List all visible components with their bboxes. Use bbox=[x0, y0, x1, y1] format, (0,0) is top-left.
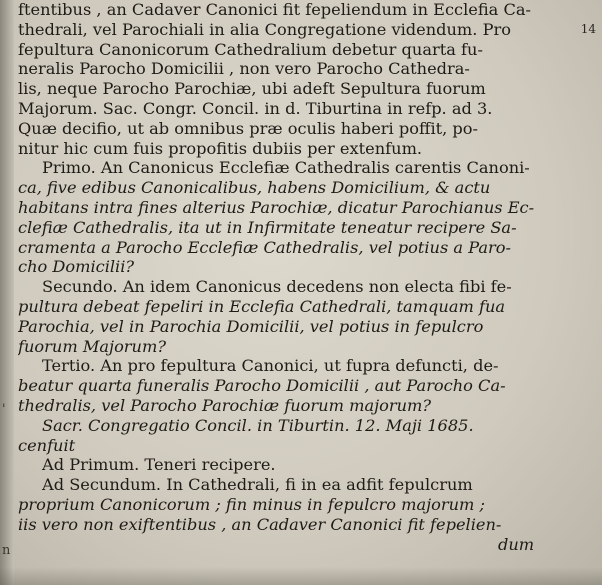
text-line: thedralis, vel Parocho Parochiæ fuorum majorum? bbox=[18, 395, 432, 415]
text-line: Quæ decifio, ut ab omnibus præ oculis haberi poffit, po- bbox=[18, 118, 478, 138]
margin-mark: n bbox=[2, 543, 11, 558]
text-line: Sacr. Congregatio Concil. in Tiburtin. 12. Maji 1685. bbox=[42, 415, 474, 435]
page-shadow bbox=[0, 567, 602, 585]
text-line: habitans intra fines alterius Parochiæ, dicatur Parochianus Ec- bbox=[18, 197, 535, 217]
margin-mark: ' bbox=[2, 402, 6, 417]
text-line: beatur quarta funeralis Parocho Domicilii , aut Parocho Ca- bbox=[18, 376, 506, 396]
text-line: Secundo. An idem Canonicus decedens non electa fibi fe- bbox=[42, 277, 512, 297]
text-line: ca, five edibus Canonicalibus, habens Domicilium, & actu bbox=[18, 178, 491, 198]
text-line: Ad Secundum. In Cathedrali, fi in ea adfit fepulcrum bbox=[42, 475, 473, 495]
text-line: dum bbox=[498, 534, 535, 554]
text-line: cho Domicilii? bbox=[18, 257, 135, 277]
text-line: Parochia, vel in Parochia Domicilii, vel potius in fepulcro bbox=[18, 316, 484, 336]
page-number: 14 bbox=[580, 22, 596, 36]
text-line: ftentibus , an Cadaver Canonici fit fepeliendum in Ecclefia Ca- bbox=[18, 0, 531, 19]
text-line: iis vero non exiftentibus , an Cadaver Canonici fit fepelien- bbox=[18, 514, 502, 534]
text-line: Primo. An Canonicus Ecclefiæ Cathedralis carentis Canoni- bbox=[42, 158, 530, 178]
text-line: clefiæ Cathedralis, ita ut in Infirmitate teneatur recipere Sa- bbox=[18, 217, 517, 237]
text-line: fuorum Majorum? bbox=[18, 336, 167, 356]
text-line: nitur hic cum fuis propofitis dubiis per extenfum. bbox=[18, 138, 423, 158]
text-line: lis, neque Parocho Parochiæ, ubi adeft Sepultura fuorum bbox=[18, 79, 486, 99]
text-line: thedrali, vel Parochiali in alia Congregatione videndum. Pro bbox=[18, 19, 511, 39]
text-line: cenfuit bbox=[18, 435, 76, 455]
text-line: fepultura Canonicorum Cathedralium debetur quarta fu- bbox=[18, 39, 483, 59]
body-text bbox=[18, 0, 566, 554]
text-line: cramenta a Parocho Ecclefiæ Cathedralis, vel potius a Paro- bbox=[18, 237, 511, 257]
text-line: pultura debeat fepeliri in Ecclefia Cathedrali, tamquam fua bbox=[18, 296, 506, 316]
text-line: neralis Parocho Domicilii , non vero Parocho Cathedra- bbox=[18, 59, 470, 79]
text-line: Tertio. An pro fepultura Canonici, ut fupra defuncti, de- bbox=[42, 356, 499, 376]
text-line: Majorum. Sac. Congr. Concil. in d. Tiburtina in refp. ad 3. bbox=[18, 98, 493, 118]
text-line: Ad Primum. Teneri recipere. bbox=[42, 455, 276, 475]
binding-edge bbox=[0, 0, 14, 585]
text-line: proprium Canonicorum ; fin minus in fepulcro majorum ; bbox=[18, 494, 485, 514]
